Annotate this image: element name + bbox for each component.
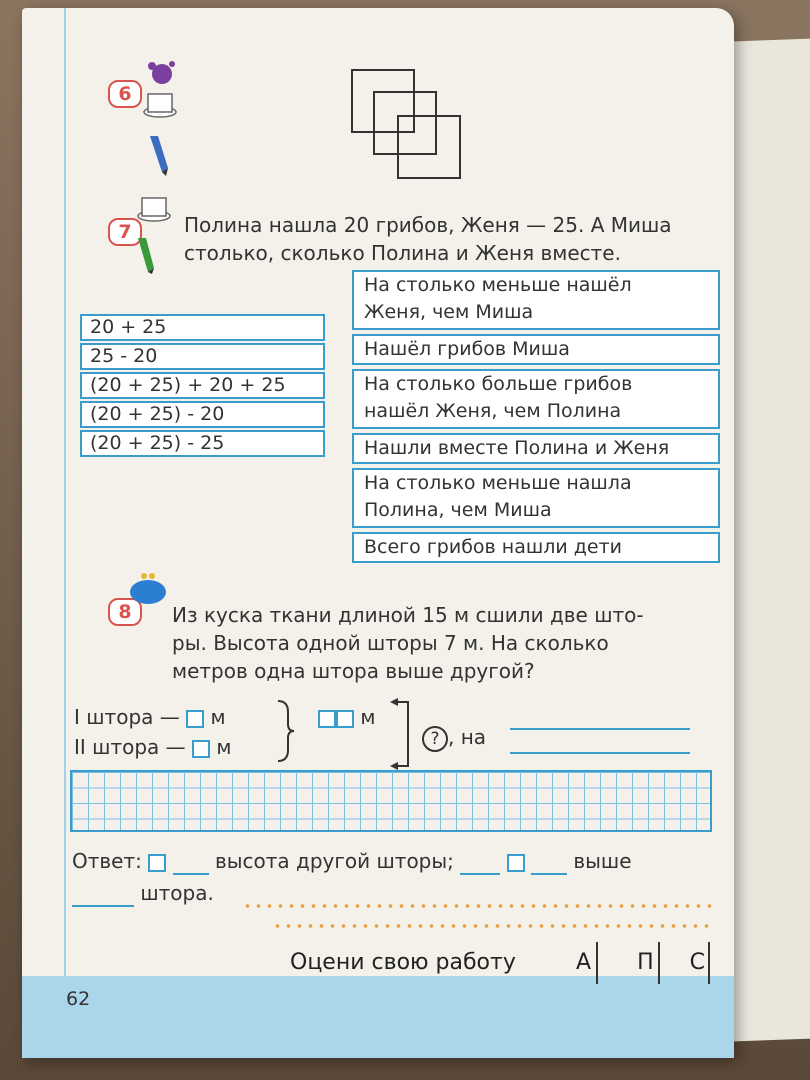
purse-icon <box>126 566 170 606</box>
dotted-line <box>242 904 712 908</box>
answer-line[interactable] <box>510 752 690 754</box>
task-8-text-line3: метров одна штора выше другой? <box>172 659 535 683</box>
scale-tick <box>708 942 710 984</box>
description-line: На столько меньше нашла <box>364 472 632 494</box>
answer-row-2 <box>72 880 214 907</box>
scale-tick <box>596 942 598 984</box>
unit-label: м <box>216 735 232 759</box>
answer-square[interactable] <box>507 854 525 872</box>
answer-line[interactable] <box>173 873 209 875</box>
description-line: Нашли вместе Полина и Женя <box>364 437 670 459</box>
answer-line[interactable] <box>510 728 690 730</box>
description-line: нашёл Женя, чем Полина <box>364 400 622 422</box>
description-box[interactable] <box>352 532 720 563</box>
adjacent-page <box>728 38 810 1041</box>
answer-line2: штора. <box>140 881 214 905</box>
assessment-letter[interactable]: С <box>689 950 705 975</box>
answer-line[interactable] <box>72 905 134 907</box>
expression-box[interactable]: (20 + 25) - 20 <box>80 401 325 428</box>
scale-tick <box>658 942 660 984</box>
unit-label: м <box>360 705 376 729</box>
description-box[interactable] <box>352 369 720 429</box>
answer-square[interactable] <box>186 710 204 728</box>
description-line: Женя, чем Миша <box>364 301 534 323</box>
answer-row <box>72 848 632 875</box>
description-line: На столько больше грибов <box>364 373 633 395</box>
curtain-2-label: II штора — <box>74 735 186 759</box>
description-box[interactable] <box>352 433 720 464</box>
answer-mid: высота другой шторы; <box>214 849 454 873</box>
page-number: 62 <box>66 988 91 1010</box>
answer-square[interactable] <box>336 710 354 728</box>
answer-square[interactable] <box>148 854 166 872</box>
brace-icon <box>274 698 298 764</box>
assessment-letter[interactable]: А <box>576 950 592 975</box>
task-8-text-line2: ры. Высота одной шторы 7 м. На сколько <box>172 631 609 655</box>
answer-end: выше <box>573 849 632 873</box>
answer-line[interactable] <box>531 873 567 875</box>
task-7-text-line1: Полина нашла 20 грибов, Женя — 25. А Миша <box>184 213 672 237</box>
curtain-1-label: I штора — <box>74 705 180 729</box>
workbook-page <box>22 8 734 1058</box>
answer-prefix: Ответ: <box>72 849 142 873</box>
answer-line[interactable] <box>460 873 500 875</box>
answer-square[interactable] <box>192 740 210 758</box>
description-line: Полина, чем Миша <box>364 499 552 521</box>
task-7-number: 7 <box>108 218 142 246</box>
task-8-text-line1: Из куска ткани длиной 15 м сшили две што- <box>172 603 644 627</box>
description-line: Нашёл грибов Миша <box>364 338 570 360</box>
expression-box[interactable]: (20 + 25) - 25 <box>80 430 325 457</box>
dotted-line <box>272 924 712 928</box>
question-suffix: , на <box>448 725 487 749</box>
paint-splash-icon <box>140 56 182 176</box>
expression-box[interactable]: 25 - 20 <box>80 343 325 370</box>
description-box[interactable] <box>352 468 720 528</box>
curtain-1-row <box>74 704 226 731</box>
margin-line <box>64 8 66 1058</box>
description-box[interactable] <box>352 334 720 365</box>
assessment-label: Оцени свою работу <box>290 950 516 975</box>
question-row <box>422 724 486 752</box>
bottom-band <box>22 976 734 1058</box>
task-6-number: 6 <box>108 80 142 108</box>
answer-square[interactable] <box>318 710 336 728</box>
pencil-icon <box>132 194 172 274</box>
task-7-text-line2: столько, сколько Полина и Женя вместе. <box>184 241 621 265</box>
unit-label: м <box>210 705 226 729</box>
expression-box[interactable]: (20 + 25) + 20 + 25 <box>80 372 325 399</box>
description-line: Всего грибов нашли дети <box>364 536 623 558</box>
assessment-letter[interactable]: П <box>637 950 654 975</box>
expression-box[interactable]: 20 + 25 <box>80 314 325 341</box>
bracket-arrows-icon <box>388 696 416 772</box>
overlapping-squares-figure <box>348 66 468 186</box>
question-circle: ? <box>422 726 448 752</box>
total-row <box>318 704 375 731</box>
description-box[interactable] <box>352 270 720 330</box>
description-line: На столько меньше нашёл <box>364 274 632 296</box>
task-8-number: 8 <box>108 598 142 626</box>
writing-grid[interactable] <box>70 770 712 832</box>
curtain-2-row <box>74 734 231 761</box>
